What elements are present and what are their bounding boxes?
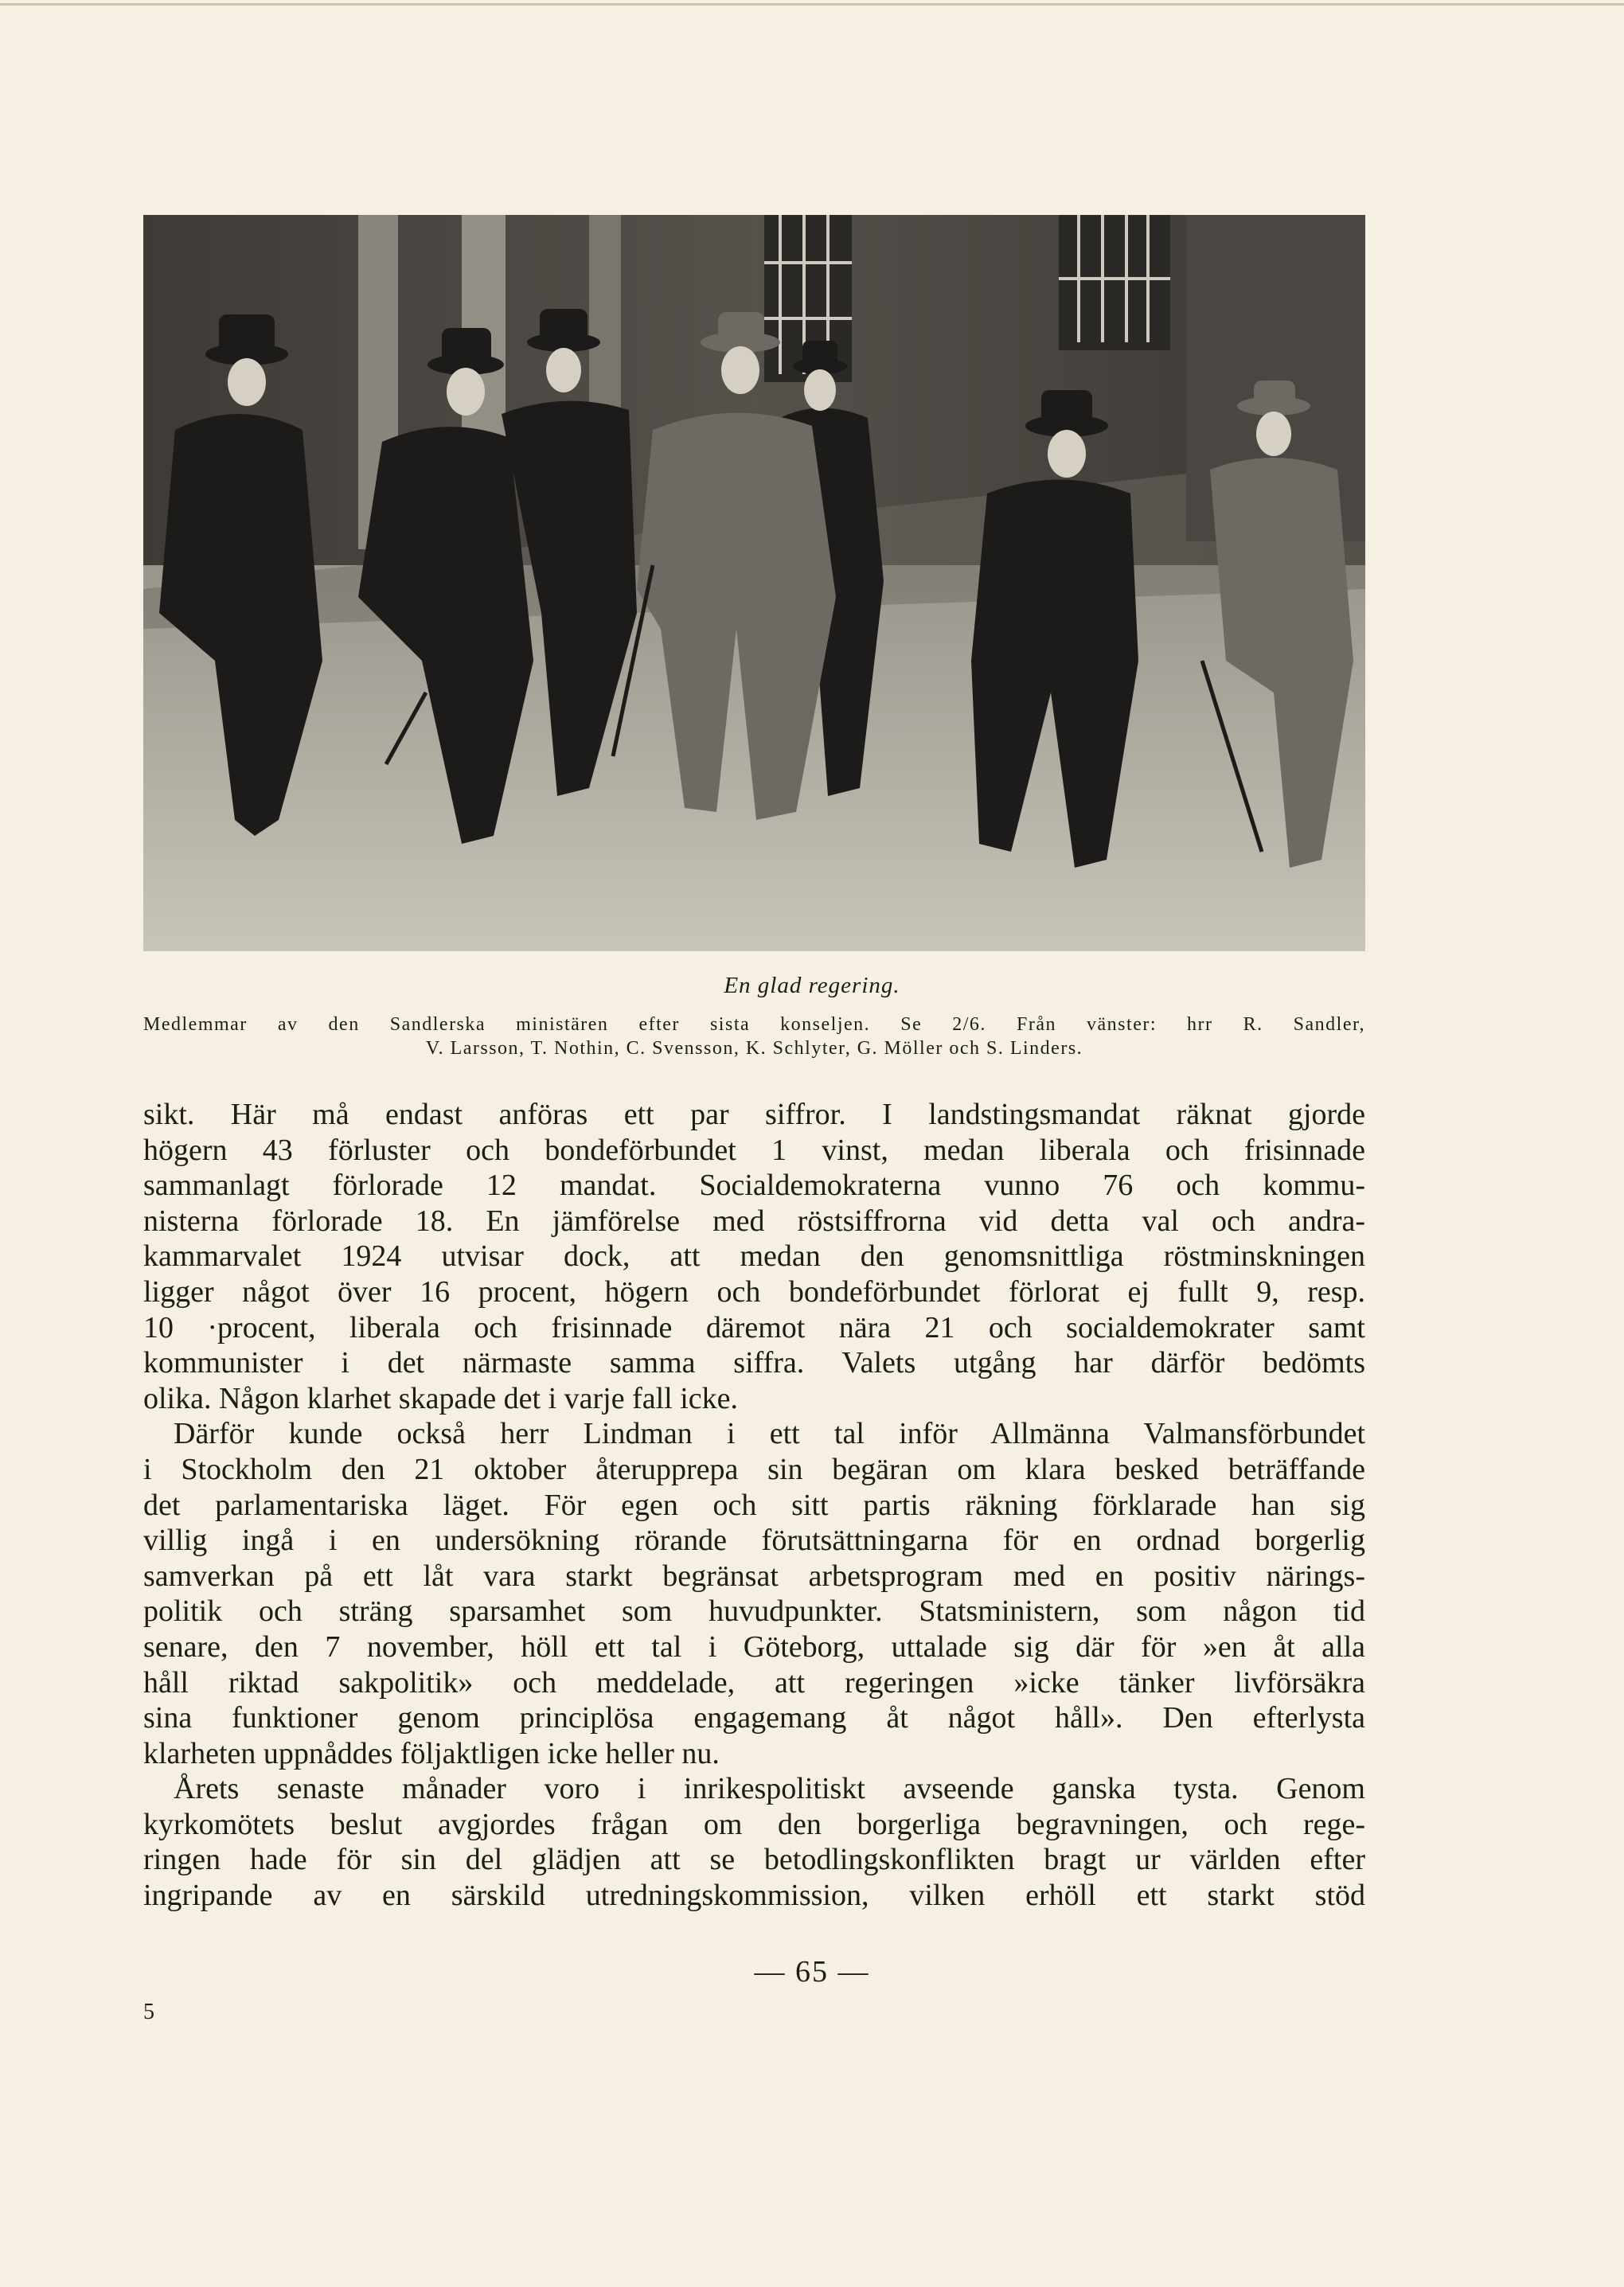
text-line: ringen hade för sin del glädjen att se betodlingskonflikten bragt ur världen efter bbox=[143, 1843, 1365, 1877]
paragraph bbox=[143, 1416, 1365, 1771]
caption-line: V. Larsson, T. Nothin, C. Svensson, K. Schlyter, G. Möller och S. Linders. bbox=[425, 1038, 1083, 1059]
caption-body bbox=[143, 1013, 1365, 1060]
text-line: politik och sträng sparsamhet som huvudpunkter. Statsministern, som någon tid bbox=[143, 1594, 1365, 1629]
paragraph bbox=[143, 1771, 1365, 1913]
text-line: i Stockholm den 21 oktober återupprepa sin begäran om klara besked beträffande bbox=[143, 1452, 1365, 1486]
text-line: kammarvalet 1924 utvisar dock, att medan den genomsnittliga röstminskningen bbox=[143, 1239, 1365, 1274]
text-line: senare, den 7 november, höll ett tal i Göteborg, uttalade sig där för »en åt alla bbox=[143, 1629, 1365, 1664]
text-line: Årets senaste månader voro i inrikespolitiskt avseende ganska tysta. Genom bbox=[174, 1772, 1365, 1806]
text-line: ingripande av en särskild utredningskommission, vilken erhöll ett starkt stöd bbox=[143, 1879, 1365, 1913]
caption-title: En glad regering. bbox=[724, 973, 900, 998]
photograph-illustration bbox=[143, 215, 1365, 951]
page-number: — 65 — bbox=[754, 1955, 870, 1988]
text-line: kommunister i det närmaste samma siffra. Valets utgång har därför bedömts bbox=[143, 1346, 1365, 1380]
text-line: klarheten uppnåddes följaktligen icke heller nu. bbox=[143, 1736, 720, 1770]
group-photograph bbox=[143, 215, 1365, 951]
paragraph bbox=[143, 1097, 1365, 1416]
text-line: kyrkomötets beslut avgjordes frågan om den borgerliga begravningen, och rege- bbox=[143, 1807, 1365, 1841]
text-line: sikt. Här må endast anföras ett par siffror. I landstingsmandat räknat gjorde bbox=[143, 1098, 1365, 1131]
text-line: håll riktad sakpolitik» och meddelade, att regeringen »icke tänker livförsäkra bbox=[143, 1665, 1365, 1700]
text-line: nisterna förlorade 18. En jämförelse med röstsiffrorna vid detta val och andra- bbox=[143, 1204, 1365, 1238]
text-line: samverkan på ett låt vara starkt begränsat arbetsprogram med en positiv närings- bbox=[143, 1559, 1365, 1593]
text-line: ligger något över 16 procent, högern och bondeförbundet förlorat ej fullt 9, resp. bbox=[143, 1274, 1365, 1309]
top-edge-rule bbox=[0, 3, 1624, 6]
text-line: högern 43 förluster och bondeförbundet 1 vinst, medan liberala och frisinnade bbox=[143, 1133, 1365, 1167]
text-line: sina funktioner genom principlösa engagemang åt något håll». Den efterlysta bbox=[143, 1701, 1365, 1735]
signature-mark: 5 bbox=[143, 2000, 154, 2024]
text-line: det parlamentariska läget. För egen och sitt partis räkning förklarade han sig bbox=[143, 1488, 1365, 1522]
caption-line: Medlemmar av den Sandlerska ministären efter sista konseljen. Se 2/6. Från vänster: hrr R. Sandler, bbox=[143, 1014, 1365, 1035]
body-text bbox=[143, 1097, 1365, 1914]
text-line: Därför kunde också herr Lindman i ett tal inför Allmänna Valmansförbundet bbox=[174, 1417, 1365, 1451]
text-line: sammanlagt förlorade 12 mandat. Socialdemokraterna vunno 76 och kommu- bbox=[143, 1169, 1365, 1203]
text-line: 10 ·procent, liberala och frisinnade däremot nära 21 och socialdemokrater samt bbox=[143, 1310, 1365, 1344]
text-line: olika. Någon klarhet skapade det i varje fall icke. bbox=[143, 1381, 739, 1415]
text-line: villig ingå i en undersökning rörande förutsättningarna för en ordnad borgerlig bbox=[143, 1524, 1365, 1558]
